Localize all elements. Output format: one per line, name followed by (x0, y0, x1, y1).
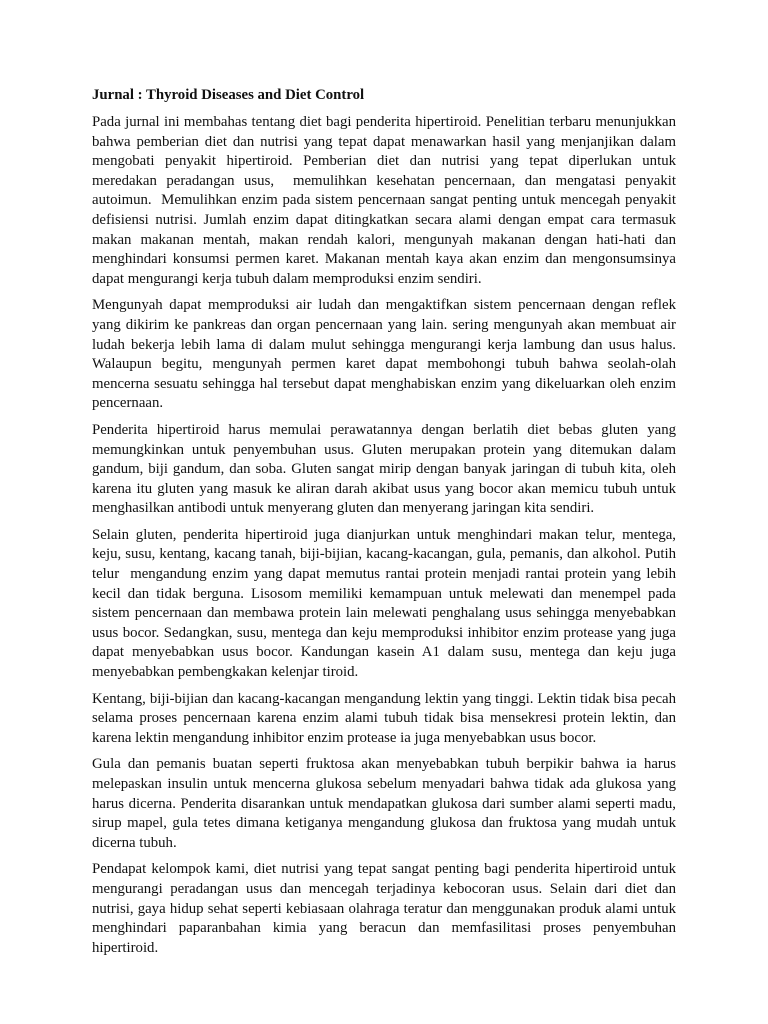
paragraph-intro: Pada jurnal ini membahas tentang diet bagi penderita hipertiroid. Penelitian terbaru menunjukkan bahwa pemberian diet dan nutrisi yang tepat dapat menawarkan hasil yang menjanjikan dalam mengobati penyakit hipertiroid. Pemberian diet dan nutrisi yang tepat diperlukan untuk meredakan peradangan usus, memulihkan kesehatan pencernaan, dan mengatasi penyakit autoimun. Memulihkan enzim pada sistem pencernaan sangat penting untuk mencegah penyakit defisiensi nutrisi. Jumlah enzim dapat ditingkatkan secara alami dengan empat cara termasuk makan makanan mentah, makan rendah kalori, mengunyah makanan dengan hati-hati dan menghindari konsumsi permen karet. Makanan mentah kaya akan enzim dan mengonsumsinya dapat mengurangi kerja tubuh dalam memproduksi enzim sendiri. (92, 114, 680, 287)
paragraph-foods-to-avoid: Selain gluten, penderita hipertiroid juga dianjurkan untuk menghindari makan telur, mentega, keju, susu, kentang, kacang tanah, biji-bijian, kacang-kacangan, gula, pemanis, dan alkohol. Putih telur mengandung enzim yang dapat memutus rantai protein menjadi rantai protein yang lebih kecil dan tidak berguna. Lisosom memiliki kemampuan untuk melewati dan menempel pada sistem pencernaan dan membawa protein lain melewati penghalang usus sehingga menyebabkan usus bocor. Sedangkan, susu, mentega dan keju memproduksi inhibitor enzim protease yang juga dapat menyebabkan usus bocor. Kandungan kasein A1 dalam susu, mentega dan keju juga menyebabkan pembengkakan kelenjar tiroid. (92, 526, 680, 681)
paragraph-gluten: Penderita hipertiroid harus memulai perawatannya dengan berlatih diet bebas gluten yang memungkinkan untuk penyembuhan usus. Gluten merupakan protein yang ditemukan dalam gandum, biji gandum, dan soba. Gluten sangat mirip dengan banyak jaringan di tubuh kita, oleh karena itu gluten yang masuk ke aliran darah akibat usus yang bocor akan memicu tubuh untuk menghasilkan antibodi untuk menyerang gluten dan menyerang jaringan kita sendiri. (92, 421, 680, 517)
paragraph-sugar: Gula dan pemanis buatan seperti fruktosa akan menyebabkan tubuh berpikir bahwa ia harus melepaskan insulin untuk mencerna glukosa sebelum menyadari bahwa tidak ada glukosa yang harus dicerna. Penderita disarankan untuk mendapatkan glukosa dari sumber alami seperti madu, sirup mapel, gula tetes dimana ketiganya mengandung glukosa dan fruktosa yang mudah untuk dicerna tubuh. (92, 756, 680, 851)
document-body (92, 86, 680, 965)
paragraph-chewing: Mengunyah dapat memproduksi air ludah dan mengaktifkan sistem pencernaan dengan reflek yang dikirim ke pankreas dan organ pencernaan yang lain. sering mengunyah akan membuat air ludah bekerja lebih lama di dalam mulut sehingga mengurangi kerja lambung dan usus halus. Walaupun begitu, mengunyah permen karet dapat membohongi tubuh bahwa seolah-olah mencerna sesuatu sehingga hal tersebut dapat menghabiskan enzim yang dikeluarkan oleh enzim pencernaan. (92, 297, 680, 412)
document-title: Jurnal : Thyroid Diseases and Diet Control (92, 87, 365, 103)
paragraph-conclusion: Pendapat kelompok kami, diet nutrisi yang tepat sangat penting bagi penderita hipertiroid untuk mengurangi peradangan usus dan mencegah terjadinya kebocoran usus. Selain dari diet dan nutrisi, gaya hidup sehat seperti kebiasaan olahraga teratur dan menggunakan produk alami untuk menghindari paparanbahan kimia yang beracun dan memfasilitasi proses penyembuhan hipertiroid. (92, 861, 680, 956)
paragraph-lectin: Kentang, biji-bijian dan kacang-kacangan mengandung lektin yang tinggi. Lektin tidak bisa pecah selama proses pencernaan karena enzim alami tubuh tidak bisa mensekresi protein lektin, dan karena lektin mengandung inhibitor enzim protease ia juga menyebabkan usus bocor. (92, 690, 680, 746)
